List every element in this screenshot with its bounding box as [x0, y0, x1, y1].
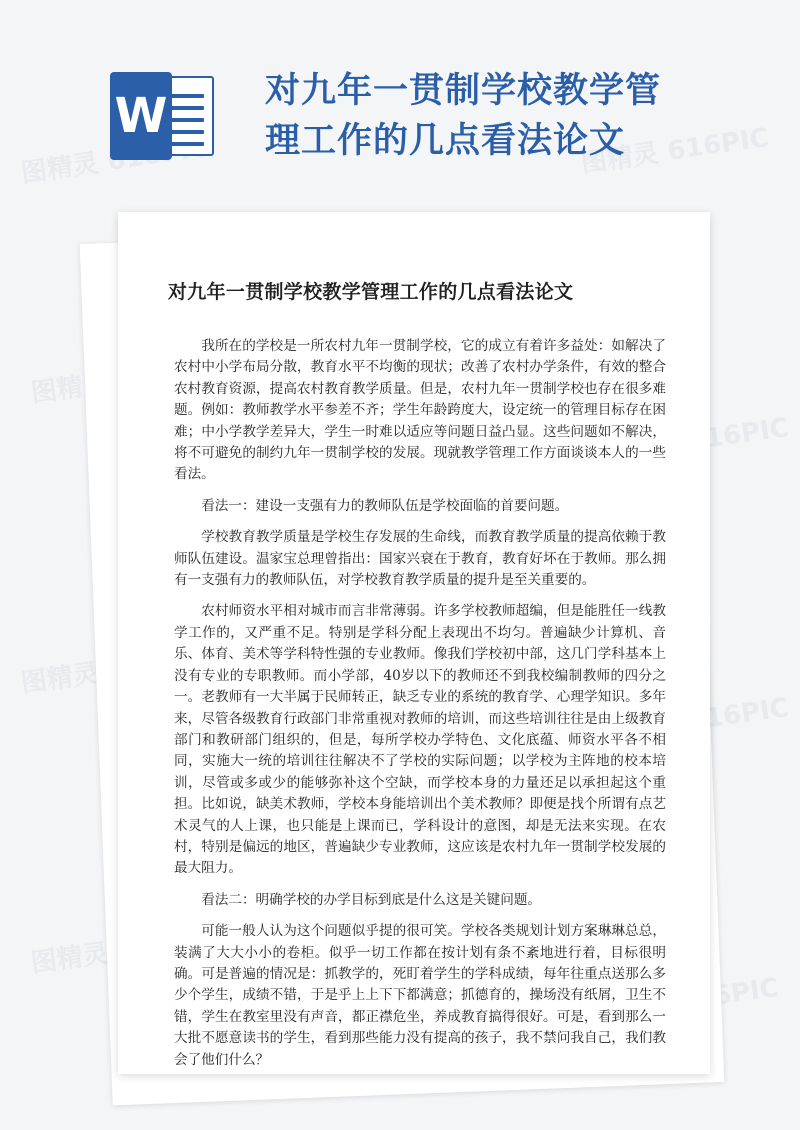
word-logo-letter: W [110, 72, 172, 160]
watermark: 图精灵 [29, 938, 111, 979]
page-title: 对九年一贯制学校教学管理工作的几点看法论文 [265, 70, 662, 161]
paragraph: 看法二：明确学校的办学目标到底是什么这是关键问题。 [201, 891, 542, 908]
paragraph: 可能一般人认为这个问题似乎提的很可笑。学校各类规划计划方案琳琳总总，装满了大大小小的卷柜。似乎一切工作都在按计划有条不紊地进行着，目标很明确。可是普遍的情况是：抓教学的，死盯着学生的学科成绩，每年往重点送那么多少个学生，成绩不错，于是乎上上下下都满意；抓德育的，操场没有纸屑，卫生不错，学生在教室里没有声音，都正襟危坐，养成教育搞得很好。可是，看到那么一大批不愿意读书的学生，看到那些能力没有提高的孩子，我不禁问我自己，我们教会了他们什么？ [174, 923, 666, 1068]
paragraph: 学校教育教学质量是学校生存发展的生命线，而教育教学质量的提高依赖于教师队伍建设。温家宝总理曾指出：国家兴衰在于教育，教育好坏在于教师。那么拥有一支强有力的教师队伍，对学校教育教学质量的提升是至关重要的。 [174, 529, 666, 589]
header [0, 0, 800, 200]
watermark: 图精灵 616PIC [579, 122, 771, 179]
paragraph: 看法一：建设一支强有力的教师队伍是学校面临的首要问题。 [201, 497, 569, 514]
word-document-icon [110, 72, 214, 160]
watermark: 616PIC [675, 972, 781, 1017]
paragraph: 农村师资水平相对城市而言非常薄弱。许多学校教师超编，但是能胜任一线教学工作的，又严重不足。特别是学科分配上表现出不均匀。普遍缺少计算机、音乐、体育、美术等学科特性强的专业教师。像我们学校初中部，这几门学科基本上没有专业的专职教师。而小学部，40岁以下的教师还不到我校编制教师的四分之一。老教师有一大半属于民师转正，缺乏专业的系统的教育学、心理学知识。多年来，尽管各级教育行政部门非常重视对教师的培训，而这些培训往往是由上级教育部门和教研部门组织的，但是，每所学校办学特色、文化底蕴、师资水平各不相同，实施大一统的培训往往解决不了学校的实际问题；以学校为主阵地的校本培训，尽管或多或少的能够弥补这个空缺，而学校本身的力量还足以承担起这个重担。比如说，缺美术教师，学校本身能培训出个美术教师？即便是找个所谓有点艺术灵气的人上课，也只能是上课而已，学科设计的意图，却是无法来实现。在农村，特别是偏远的地区，普遍缺少专业教师，这应该是农村九年一贯制学校发展的最大阻力。 [174, 603, 666, 877]
paragraph: 我所在的学校是一所农村九年一贯制学校，它的成立有着许多益处：如解决了农村中小学布局分散，教育水平不均衡的现状；改善了农村办学条件，有效的整合农村教育资源，提高农村教育教学质量。但是，农村九年一贯制学校也存在很多难题。例如：教师教学水平参差不齐；学生年龄跨度大，设定统一的管理目标存在困难；中小学教学差异大，学生一时难以适应等问题日益凸显。这些问题如不解决，将不可避免的制约九年一贯制学校的发展。现就教学管理工作方面谈谈本人的一些看法。 [174, 338, 666, 483]
watermark: 616PIC [685, 412, 791, 457]
watermark: 616PIC [685, 692, 791, 737]
watermark: 图精灵 616PIC [19, 132, 211, 189]
document-title: 对九年一贯制学校教学管理工作的几点看法论文 [168, 281, 574, 303]
watermark: 图精灵 [29, 368, 111, 409]
watermark: 图精灵 [19, 658, 101, 699]
document-page [118, 212, 710, 1074]
